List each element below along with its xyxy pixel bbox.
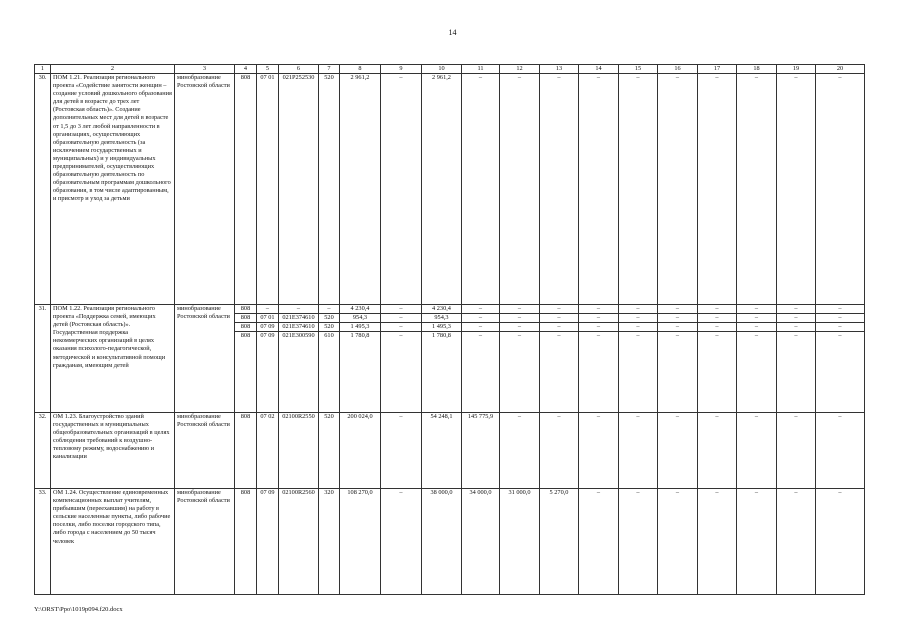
- value-cell: [340, 305, 381, 413]
- measure-name-cell: ОМ 1.24. Осуществление единовременных компенсационных выплат учителям, прибывшим (переехавшим) на работу в сельские населенные пункты, либо рабочие поселки, либо поселки городского типа, либо города с населением до 50 тысяч человек: [51, 489, 175, 595]
- value-line: –: [816, 305, 864, 314]
- value-cell: [737, 305, 777, 413]
- value-line: –: [279, 305, 318, 314]
- value-cell: [816, 489, 865, 595]
- header-cell: 5: [257, 65, 279, 74]
- value-cell: [462, 489, 500, 595]
- value-cell: [257, 413, 279, 489]
- value-line: –: [737, 314, 776, 323]
- header-cell: 12: [500, 65, 540, 74]
- value-line: 021E374610: [279, 314, 318, 323]
- header-cell: 1: [35, 65, 51, 74]
- value-cell: [737, 74, 777, 305]
- value-line: 808: [235, 314, 256, 323]
- header-cell: 6: [279, 65, 319, 74]
- value-line: –: [777, 305, 815, 314]
- value-line: –: [675, 332, 680, 340]
- header-cell: 11: [462, 65, 500, 74]
- value-line: –: [777, 314, 815, 323]
- value-line: –: [540, 305, 578, 314]
- value-line: –: [517, 413, 522, 420]
- value-cell: [319, 74, 340, 305]
- value-line: –: [517, 74, 522, 81]
- value-line: –: [737, 305, 776, 314]
- measure-name-cell: ПОМ 1.22. Реализация регионального проекта «Поддержка семей, имеющих детей (Ростовская область)». Государственная поддержка некоммерческих организаций в целях оказания психолого-педагогической, методической и консультативной помощи гражданам, имеющим детей: [51, 305, 175, 413]
- value-line: –: [794, 332, 798, 340]
- table-row: [35, 413, 865, 489]
- value-line: 320: [324, 489, 334, 496]
- value-line: 808: [240, 413, 251, 420]
- value-cell: [422, 413, 462, 489]
- value-line: 07 01: [260, 74, 275, 81]
- header-cell: 13: [540, 65, 579, 74]
- value-cell: [381, 413, 422, 489]
- value-line: 02100R2560: [282, 489, 315, 496]
- value-line: –: [838, 332, 842, 340]
- value-line: 808: [235, 323, 256, 332]
- value-line: –: [715, 489, 719, 496]
- header-cell: 19: [777, 65, 816, 74]
- value-line: 2 961,2: [432, 74, 451, 81]
- value-cell: [462, 413, 500, 489]
- value-cell: [777, 74, 816, 305]
- value-line: 07 01: [257, 314, 278, 323]
- value-line: –: [754, 332, 759, 340]
- value-line: 021P252530: [282, 74, 315, 81]
- value-line: 38 000,0: [430, 489, 453, 496]
- header-cell: 17: [698, 65, 737, 74]
- value-line: 07 09: [257, 323, 278, 332]
- value-cell: [319, 305, 340, 413]
- value-cell: [279, 413, 319, 489]
- value-cell: [579, 489, 619, 595]
- value-line: –: [636, 74, 640, 81]
- value-line: –: [619, 314, 657, 323]
- value-line: –: [462, 323, 499, 332]
- value-cell: [540, 305, 579, 413]
- row-number-cell: 32.: [35, 413, 51, 489]
- value-cell: [619, 74, 658, 305]
- value-line: –: [754, 74, 759, 81]
- value-line: –: [478, 332, 483, 340]
- value-line: –: [557, 413, 561, 420]
- header-cell: 4: [235, 65, 257, 74]
- value-cell: [737, 489, 777, 595]
- header-cell: 3: [175, 65, 235, 74]
- value-line: 1 780,8: [432, 332, 451, 340]
- value-line: 021E300590: [282, 332, 315, 340]
- executor-cell: минобразование Ростовской области: [175, 489, 235, 595]
- value-cell: [340, 489, 381, 595]
- value-line: 31 000,0: [508, 489, 531, 496]
- executor-cell: минобразование Ростовской области: [175, 305, 235, 413]
- value-cell: [579, 74, 619, 305]
- value-cell: [319, 413, 340, 489]
- value-line: –: [462, 305, 499, 314]
- value-cell: [279, 489, 319, 595]
- value-line: –: [381, 305, 421, 314]
- value-line: 520: [324, 74, 334, 81]
- value-line: –: [777, 323, 815, 332]
- value-line: –: [399, 74, 403, 81]
- value-line: –: [794, 489, 798, 496]
- value-cell: [777, 413, 816, 489]
- value-line: –: [636, 489, 640, 496]
- value-line: –: [540, 323, 578, 332]
- budget-table: [34, 64, 865, 595]
- value-line: 520: [324, 413, 334, 420]
- value-line: –: [517, 332, 522, 340]
- value-cell: [619, 305, 658, 413]
- executor-cell: минобразование Ростовской области: [175, 413, 235, 489]
- value-cell: [698, 489, 737, 595]
- value-line: 07 09: [260, 332, 275, 340]
- value-line: –: [557, 332, 561, 340]
- value-line: –: [658, 314, 697, 323]
- header-cell: 18: [737, 65, 777, 74]
- value-cell: [579, 305, 619, 413]
- value-line: 4 230,4: [340, 305, 380, 314]
- value-cell: [816, 305, 865, 413]
- header-cell: 9: [381, 65, 422, 74]
- value-line: –: [319, 305, 339, 314]
- value-cell: [658, 305, 698, 413]
- value-line: 954,3: [340, 314, 380, 323]
- value-line: –: [838, 74, 842, 81]
- value-cell: [540, 489, 579, 595]
- value-line: 808: [240, 489, 251, 496]
- value-cell: [619, 489, 658, 595]
- value-line: 021E374610: [279, 323, 318, 332]
- value-line: –: [838, 413, 842, 420]
- value-cell: [698, 413, 737, 489]
- value-line: –: [381, 323, 421, 332]
- value-cell: [619, 413, 658, 489]
- value-cell: [540, 74, 579, 305]
- value-line: 520: [319, 323, 339, 332]
- value-line: –: [462, 314, 499, 323]
- value-cell: [698, 305, 737, 413]
- value-line: –: [675, 413, 680, 420]
- page-number: 14: [448, 28, 457, 37]
- header-row: [35, 65, 865, 74]
- header-cell: 7: [319, 65, 340, 74]
- value-cell: [257, 74, 279, 305]
- value-line: –: [399, 489, 403, 496]
- value-cell: [698, 74, 737, 305]
- value-line: –: [500, 305, 539, 314]
- row-number-cell: 33.: [35, 489, 51, 595]
- value-line: –: [675, 74, 680, 81]
- value-line: 145 775,9: [467, 413, 494, 420]
- table-body: [35, 65, 865, 595]
- value-line: 954,3: [422, 314, 461, 323]
- value-line: –: [579, 305, 618, 314]
- value-line: –: [698, 305, 736, 314]
- value-line: –: [540, 314, 578, 323]
- value-line: 1 495,3: [340, 323, 380, 332]
- value-cell: [737, 413, 777, 489]
- value-cell: [658, 74, 698, 305]
- value-cell: [340, 74, 381, 305]
- header-cell: 8: [340, 65, 381, 74]
- value-cell: [816, 74, 865, 305]
- value-cell: [462, 305, 500, 413]
- value-line: –: [579, 323, 618, 332]
- value-line: –: [794, 413, 798, 420]
- value-cell: [257, 489, 279, 595]
- value-cell: [500, 74, 540, 305]
- value-line: –: [754, 489, 759, 496]
- value-cell: [235, 489, 257, 595]
- value-cell: [500, 489, 540, 595]
- header-cell: 10: [422, 65, 462, 74]
- value-line: –: [500, 323, 539, 332]
- value-line: –: [619, 323, 657, 332]
- value-cell: [816, 413, 865, 489]
- value-line: 610: [324, 332, 334, 340]
- value-line: –: [715, 332, 719, 340]
- value-line: 07 09: [260, 489, 275, 496]
- value-line: –: [816, 323, 864, 332]
- value-line: 108 270,0: [347, 489, 373, 496]
- value-line: –: [658, 323, 697, 332]
- header-cell: 20: [816, 65, 865, 74]
- table-row: [35, 305, 865, 413]
- value-cell: [235, 413, 257, 489]
- value-line: –: [478, 74, 483, 81]
- value-cell: [381, 305, 422, 413]
- value-line: –: [596, 332, 601, 340]
- value-cell: [658, 413, 698, 489]
- value-cell: [500, 413, 540, 489]
- value-cell: [579, 413, 619, 489]
- value-line: –: [399, 332, 403, 340]
- value-line: –: [596, 489, 601, 496]
- value-line: 2 961,2: [350, 74, 370, 81]
- value-cell: [319, 489, 340, 595]
- value-line: 34 000,0: [469, 489, 492, 496]
- value-line: 02100R2550: [282, 413, 315, 420]
- value-cell: [462, 74, 500, 305]
- value-line: 1 495,3: [422, 323, 461, 332]
- value-line: –: [658, 305, 697, 314]
- value-line: –: [715, 413, 719, 420]
- value-line: 1 780,8: [350, 332, 370, 340]
- header-cell: 2: [51, 65, 175, 74]
- value-cell: [235, 305, 257, 413]
- file-path-footer: Y:\ORST\Ppo\1019p094.f20.docx: [34, 606, 123, 613]
- value-cell: [381, 489, 422, 595]
- value-line: 808: [240, 74, 251, 81]
- value-line: –: [838, 489, 842, 496]
- value-line: –: [754, 413, 759, 420]
- value-line: 5 270,0: [549, 489, 569, 496]
- executor-cell: минобразование Ростовской области: [175, 74, 235, 305]
- value-cell: [381, 74, 422, 305]
- value-line: 4 230,4: [422, 305, 461, 314]
- value-cell: [777, 305, 816, 413]
- value-cell: [257, 305, 279, 413]
- header-cell: 14: [579, 65, 619, 74]
- value-cell: [422, 489, 462, 595]
- value-line: –: [596, 74, 601, 81]
- value-line: –: [257, 305, 278, 314]
- value-line: –: [636, 332, 640, 340]
- value-line: –: [619, 305, 657, 314]
- value-line: –: [816, 314, 864, 323]
- table-row: [35, 74, 865, 305]
- header-cell: 16: [658, 65, 698, 74]
- value-line: –: [698, 314, 736, 323]
- value-line: –: [715, 74, 719, 81]
- value-line: 200 024,0: [347, 413, 373, 420]
- value-line: 07 02: [260, 413, 275, 420]
- value-cell: [422, 74, 462, 305]
- value-line: 808: [235, 305, 256, 314]
- value-line: –: [596, 413, 601, 420]
- value-line: –: [557, 74, 561, 81]
- value-line: 520: [319, 314, 339, 323]
- value-line: –: [794, 74, 798, 81]
- value-line: 808: [240, 332, 251, 340]
- value-line: –: [381, 314, 421, 323]
- value-cell: [279, 305, 319, 413]
- value-line: –: [500, 314, 539, 323]
- value-line: 54 248,1: [430, 413, 453, 420]
- value-cell: [279, 74, 319, 305]
- table-row: [35, 489, 865, 595]
- value-line: –: [399, 413, 403, 420]
- value-line: –: [579, 314, 618, 323]
- value-cell: [777, 489, 816, 595]
- value-cell: [500, 305, 540, 413]
- measure-name-cell: ПОМ 1.21. Реализация регионального проекта «Содействие занятости женщин – создание условий дошкольного образования для детей в возрасте до трех лет (Ростовская область)». Создание дополнительных мест для детей в возрасте от 1,5 до 3 лет любой направленности в организациях, осуществляющих образовательную деятельность (за исключением государственных и муниципальных) и у индивидуальных предпринимателей, осуществляющих образовательную деятельность по образовательным программам дошкольного образования, в том числе адаптированным, и присмотр и уход за детьми: [51, 74, 175, 305]
- measure-name-cell: ОМ 1.23. Благоустройство зданий государственных и муниципальных общеобразовательных организаций в целях соблюдения требований к воздушно-тепловому режиму, водоснабжению и канализации: [51, 413, 175, 489]
- value-line: –: [698, 323, 736, 332]
- row-number-cell: 31.: [35, 305, 51, 413]
- value-line: –: [636, 413, 640, 420]
- value-cell: [235, 74, 257, 305]
- value-line: –: [737, 323, 776, 332]
- value-line: –: [675, 489, 680, 496]
- value-cell: [658, 489, 698, 595]
- value-cell: [340, 413, 381, 489]
- row-number-cell: 30.: [35, 74, 51, 305]
- value-cell: [540, 413, 579, 489]
- header-cell: 15: [619, 65, 658, 74]
- value-cell: [422, 305, 462, 413]
